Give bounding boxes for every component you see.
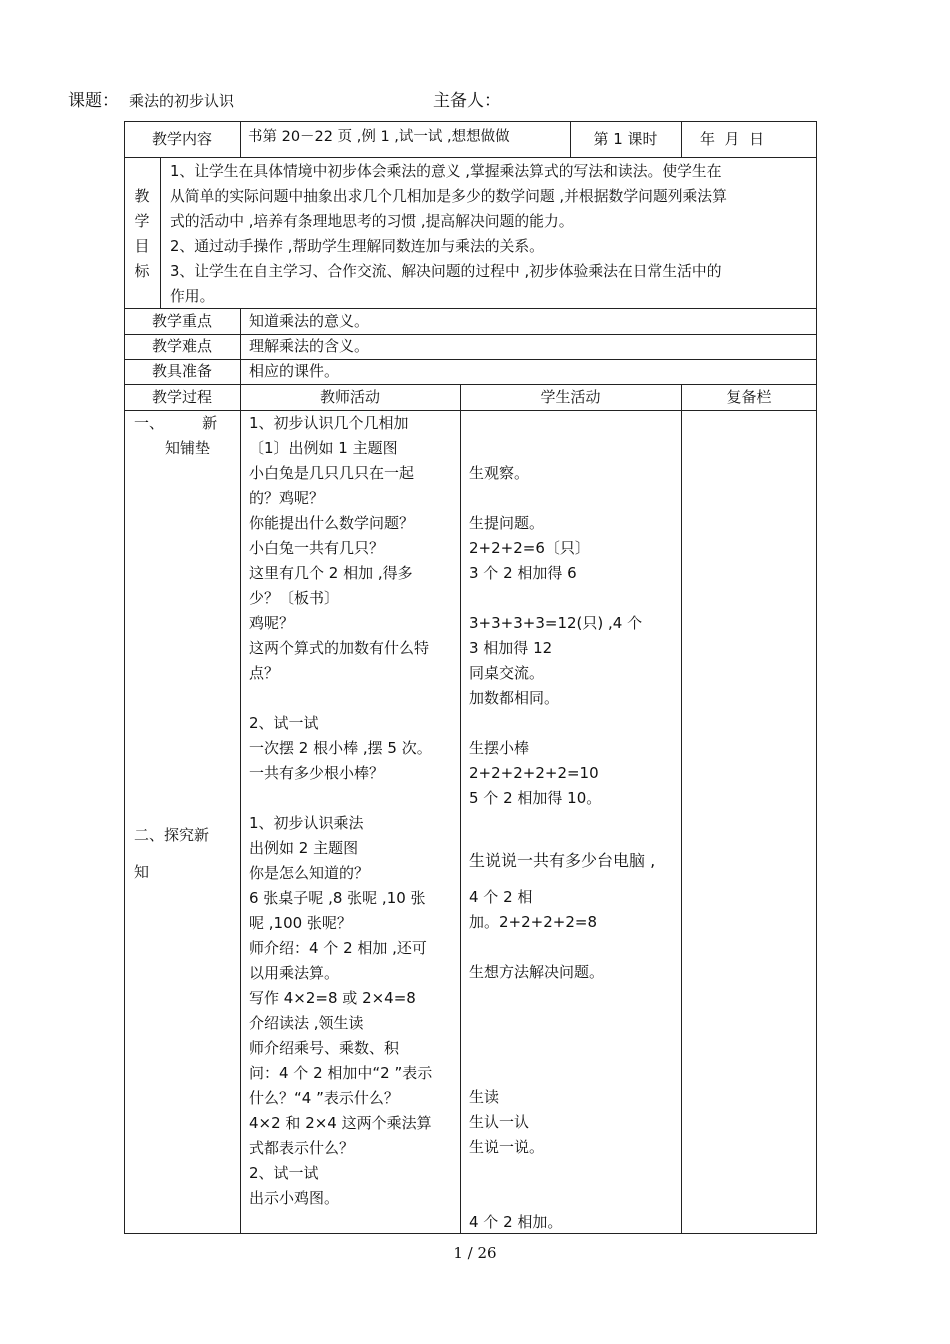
preparer-label: 主备人：: [433, 91, 501, 111]
student-line: 生说一说。: [469, 1138, 545, 1156]
content-value: 书第 20－22 页 ,例 1 ,试一试 ,想想做做: [248, 129, 510, 145]
section-1-label: 一、 新: [134, 414, 218, 432]
teacher-line: 写作 4×2=8 或 2×4=8: [249, 989, 416, 1007]
student-line: 生想方法解决问题。: [469, 963, 605, 981]
student-computer-line: 生说说一共有多少台电脑 ,: [469, 851, 656, 870]
student-line: 2+2+2+2+2=10: [469, 764, 599, 782]
topic-line: [68, 86, 234, 111]
student-line: 生摆小棒: [469, 739, 530, 757]
tools-value: 相应的课件。: [249, 362, 340, 380]
section-2-label: 二、探究新: [134, 826, 210, 844]
rule: [240, 121, 241, 157]
student-line: 同桌交流。: [469, 664, 545, 682]
goal-line: 1、让学生在具体情境中初步体会乘法的意义 ,掌握乘法算式的写法和读法。使学生在: [170, 163, 722, 180]
student-activities-a: [469, 411, 642, 811]
teacher-activities: [249, 411, 432, 1211]
student-line: 生观察。: [469, 464, 530, 482]
teacher-line: 这两个算式的加数有什么特: [249, 639, 430, 657]
page-number: 1 / 26: [453, 1244, 497, 1262]
lesson-date: 年 月 日: [700, 130, 765, 148]
goal-line: 从简单的实际问题中抽象出求几个几相加是多少的数学问题 ,并根据数学问题列乘法算: [170, 188, 727, 205]
teacher-line: [249, 786, 432, 811]
teacher-line: 出例如 2 主题图: [249, 839, 359, 857]
teacher-line: 小白兔是几只几只在一起: [249, 464, 415, 482]
goals-label-char: 教: [134, 187, 150, 205]
teacher-line: 1、初步认识几个几相加: [249, 414, 409, 432]
student-line: [469, 486, 642, 511]
difficulty-label: 教学难点: [151, 337, 212, 355]
teacher-line: 问：4 个 2 相加中“2 ”表示: [249, 1064, 433, 1082]
topic-value: 乘法的初步认识: [129, 92, 235, 110]
student-line: 5 个 2 相加得 10。: [469, 789, 602, 807]
teacher-line: 你能提出什么数学问题？: [249, 514, 415, 532]
goals-label: [124, 184, 160, 284]
rule: [124, 157, 817, 158]
key-point-label: 教学重点: [151, 312, 212, 330]
student-line: [469, 1160, 604, 1185]
rule: [160, 157, 161, 308]
student-line: 4 个 2 相: [469, 888, 533, 906]
student-line: [469, 985, 604, 1010]
teacher-line: 式都表示什么？: [249, 1139, 355, 1157]
goal-line: 3、让学生在自主学习、合作交流、解决问题的过程中 ,初步体验乘法在日常生活中的: [170, 263, 722, 280]
process-header: 教学过程: [151, 388, 212, 406]
student-line: [469, 935, 604, 960]
topic-label: 课题：: [68, 91, 119, 111]
student-line: [469, 411, 642, 436]
teacher-line: 点？: [249, 664, 280, 682]
teacher-line: 少？〔板书〕: [249, 589, 340, 607]
teacher-line: [249, 686, 432, 711]
teacher-line: 师介绍：4 个 2 相加 ,还可: [249, 939, 427, 957]
rule: [681, 121, 682, 157]
tools-label: 教具准备: [151, 362, 212, 380]
goal-line: 2、通过动手操作 ,帮助学生理解同数连加与乘法的关系。: [170, 238, 544, 255]
student-line: 3 个 2 相加得 6: [469, 564, 577, 582]
teacher-line: 〔1〕出例如 1 主题图: [249, 439, 398, 457]
review-column-header: 复备栏: [726, 388, 772, 406]
goals-label-char: 标: [134, 262, 150, 280]
teacher-line: 鸡呢？: [249, 614, 295, 632]
key-point-value: 知道乘法的意义。: [249, 312, 370, 330]
teacher-line: 这里有几个 2 相加 ,得多: [249, 564, 413, 582]
student-line: [469, 1060, 604, 1085]
student-line: 3 相加得 12: [469, 639, 553, 657]
teacher-line: 一次摆 2 根小棒 ,摆 5 次。: [249, 739, 432, 757]
student-line: [469, 436, 642, 461]
goals-label-char: 学: [134, 212, 150, 230]
student-line: 加。2+2+2+2=8: [469, 913, 597, 931]
teacher-line: 小白兔一共有几只？: [249, 539, 385, 557]
student-line: 加数都相同。: [469, 689, 560, 707]
rule: [240, 308, 241, 1234]
goal-line: 作用。: [170, 288, 215, 305]
lesson-period: 第 1 课时: [593, 130, 658, 148]
teacher-line: 你是怎么知道的？: [249, 864, 370, 882]
student-line: [469, 586, 642, 611]
student-line: [469, 1035, 604, 1060]
student-line: 生提问题。: [469, 514, 545, 532]
teacher-activity-header: 教师活动: [319, 388, 380, 406]
teacher-line: 2、试一试: [249, 1164, 319, 1182]
teacher-line: 的？鸡呢？: [249, 489, 325, 507]
student-line: [469, 1010, 604, 1035]
student-line: 3+3+3+3=12(只) ,4 个: [469, 614, 643, 632]
teacher-line: 以用乘法算。: [249, 964, 340, 982]
goals-text: [170, 159, 727, 309]
goals-label-char: 目: [134, 237, 150, 255]
student-line: 4 个 2 相加。: [469, 1213, 563, 1231]
teacher-line: 出示小鸡图。: [249, 1189, 340, 1207]
student-line: 生认一认: [469, 1113, 530, 1131]
student-line: [469, 711, 642, 736]
student-activity-header: 学生活动: [540, 388, 601, 406]
teacher-line: 2、试一试: [249, 714, 319, 732]
student-line: [469, 1185, 604, 1210]
teacher-line: 呢 ,100 张呢？: [249, 914, 352, 932]
section-1-label-cont: 知铺垫: [165, 439, 211, 457]
goal-line: 式的活动中 ,培养有条理地思考的习惯 ,提高解决问题的能力。: [170, 213, 574, 230]
student-line: 生读: [469, 1088, 500, 1106]
content-label: 教学内容: [151, 130, 212, 148]
rule: [681, 384, 682, 1234]
teacher-line: 6 张桌子呢 ,8 张呢 ,10 张: [249, 889, 426, 907]
teacher-line: 介绍读法 ,领生读: [249, 1014, 364, 1032]
section-2-label-cont: 知: [134, 863, 150, 881]
teacher-line: 师介绍乘号、乘数、积: [249, 1039, 400, 1057]
teacher-line: 1、初步认识乘法: [249, 814, 364, 832]
teacher-line: 4×2 和 2×4 这两个乘法算: [249, 1114, 432, 1132]
teacher-line: 什么？“4 ”表示什么？: [249, 1089, 399, 1107]
student-line: 2+2+2=6〔只〕: [469, 539, 590, 557]
rule: [460, 384, 461, 1234]
difficulty-value: 理解乘法的含义。: [249, 337, 370, 355]
teacher-line: 一共有多少根小棒？: [249, 764, 385, 782]
student-activities-b: [469, 885, 604, 1235]
